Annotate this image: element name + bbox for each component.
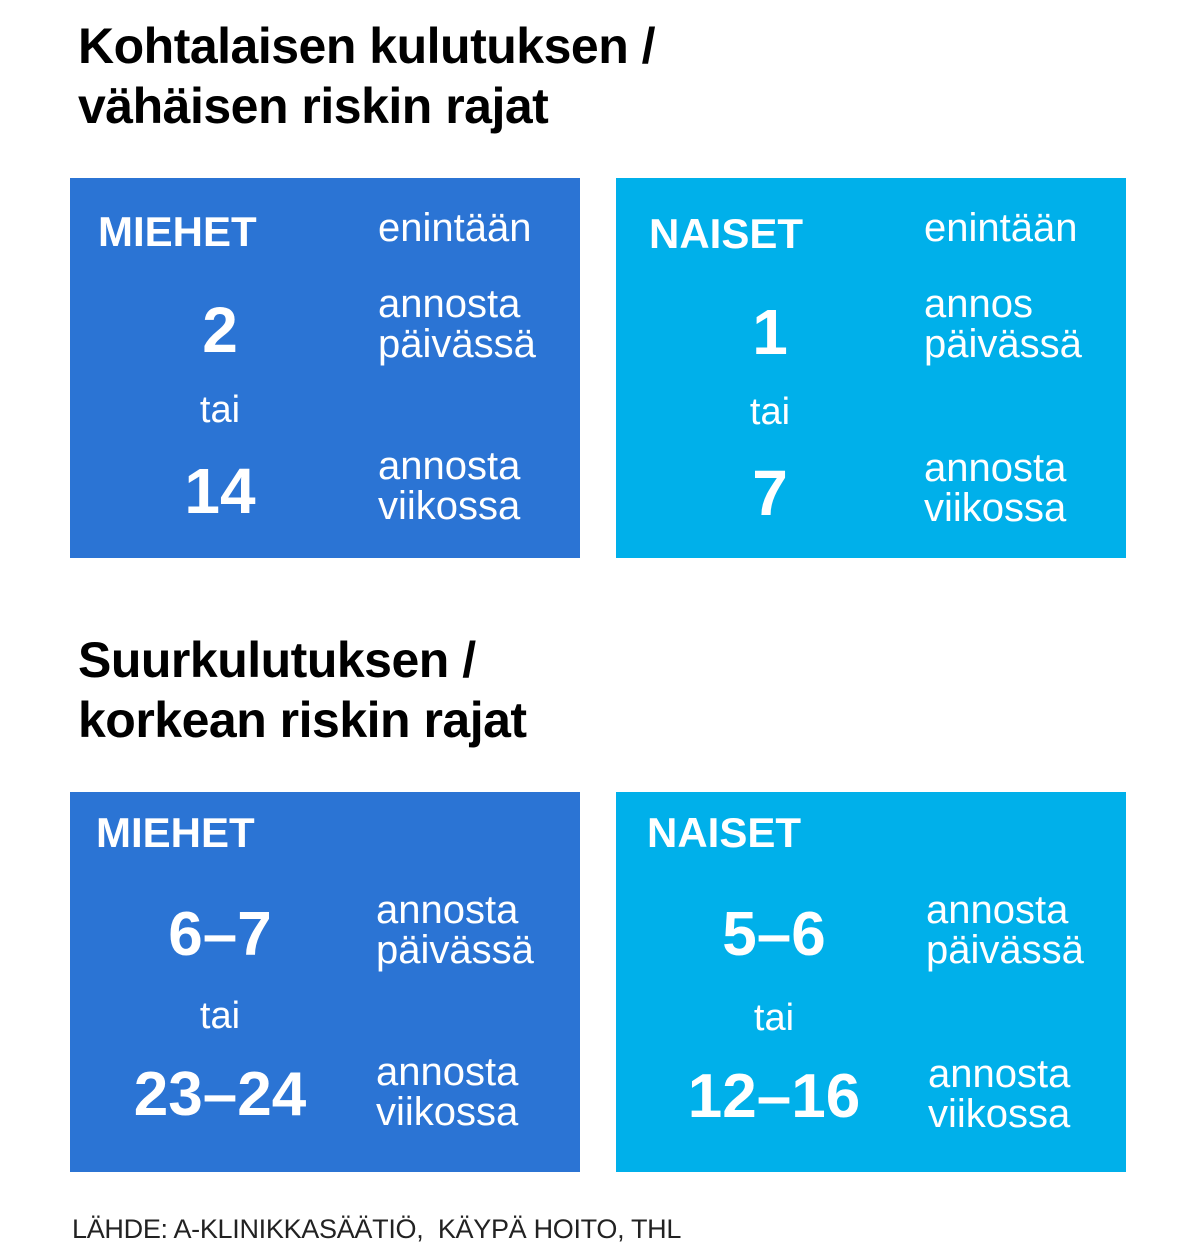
daily-unit-line2: päivässä (376, 928, 534, 972)
weekly-unit-line2: viikossa (378, 484, 521, 528)
daily-value: 5–6 (722, 900, 826, 969)
weekly-unit-line2: viikossa (376, 1090, 519, 1134)
heavy-men-panel (70, 792, 580, 1172)
weekly-value: 23–24 (133, 1060, 307, 1129)
panel-label: NAISET (647, 809, 802, 856)
or-text: tai (753, 997, 795, 1039)
weekly-unit-line2: viikossa (924, 486, 1067, 530)
daily-unit-line1: annosta (376, 888, 519, 932)
or-text: tai (749, 391, 791, 433)
heavy-title-line1: Suurkulutuksen / (78, 632, 476, 688)
weekly-unit-line1: annosta (378, 444, 521, 488)
weekly-value: 12–16 (687, 1062, 861, 1131)
heavy-title-line2: korkean riskin rajat (78, 692, 527, 748)
panel-cap-text: enintään (378, 206, 532, 250)
or-text: tai (199, 995, 241, 1037)
daily-unit (378, 284, 536, 364)
weekly-value: 14 (184, 455, 256, 527)
weekly-unit-line1: annosta (928, 1052, 1071, 1096)
weekly-value: 7 (752, 457, 788, 529)
daily-unit (376, 890, 534, 970)
weekly-unit (376, 1052, 518, 1132)
heavy-limits-title (78, 630, 527, 750)
heavy-women-panel (616, 792, 1126, 1172)
daily-value: 2 (202, 294, 238, 366)
panel-label: MIEHET (96, 809, 255, 856)
or-text: tai (199, 389, 241, 431)
moderate-women-panel (616, 178, 1126, 558)
daily-unit (924, 284, 1082, 364)
weekly-unit (928, 1054, 1070, 1134)
daily-unit-line2: päivässä (926, 928, 1084, 972)
weekly-unit-line1: annosta (924, 446, 1067, 490)
daily-value: 6–7 (168, 900, 272, 969)
moderate-limits-title (78, 16, 655, 136)
moderate-men-panel (70, 178, 580, 558)
panel-cap-text: enintään (924, 206, 1078, 250)
daily-unit-line1: annos (924, 282, 1033, 326)
daily-unit-line1: annosta (378, 282, 521, 326)
weekly-unit-line1: annosta (376, 1050, 519, 1094)
weekly-unit (378, 446, 520, 526)
source-credit: LÄHDE: A-KLINIKKASÄÄTIÖ, KÄYPÄ HOITO, THL (72, 1214, 682, 1244)
daily-value: 1 (752, 296, 788, 368)
weekly-unit-line2: viikossa (928, 1092, 1071, 1136)
weekly-unit (924, 448, 1066, 528)
daily-unit-line2: päivässä (378, 322, 536, 366)
moderate-title-line1: Kohtalaisen kulutuksen / (78, 18, 656, 74)
daily-unit-line1: annosta (926, 888, 1069, 932)
daily-unit (926, 890, 1084, 970)
moderate-title-line2: vähäisen riskin rajat (78, 78, 549, 134)
panel-label: MIEHET (98, 208, 257, 255)
panel-label: NAISET (649, 210, 804, 257)
daily-unit-line2: päivässä (924, 322, 1082, 366)
